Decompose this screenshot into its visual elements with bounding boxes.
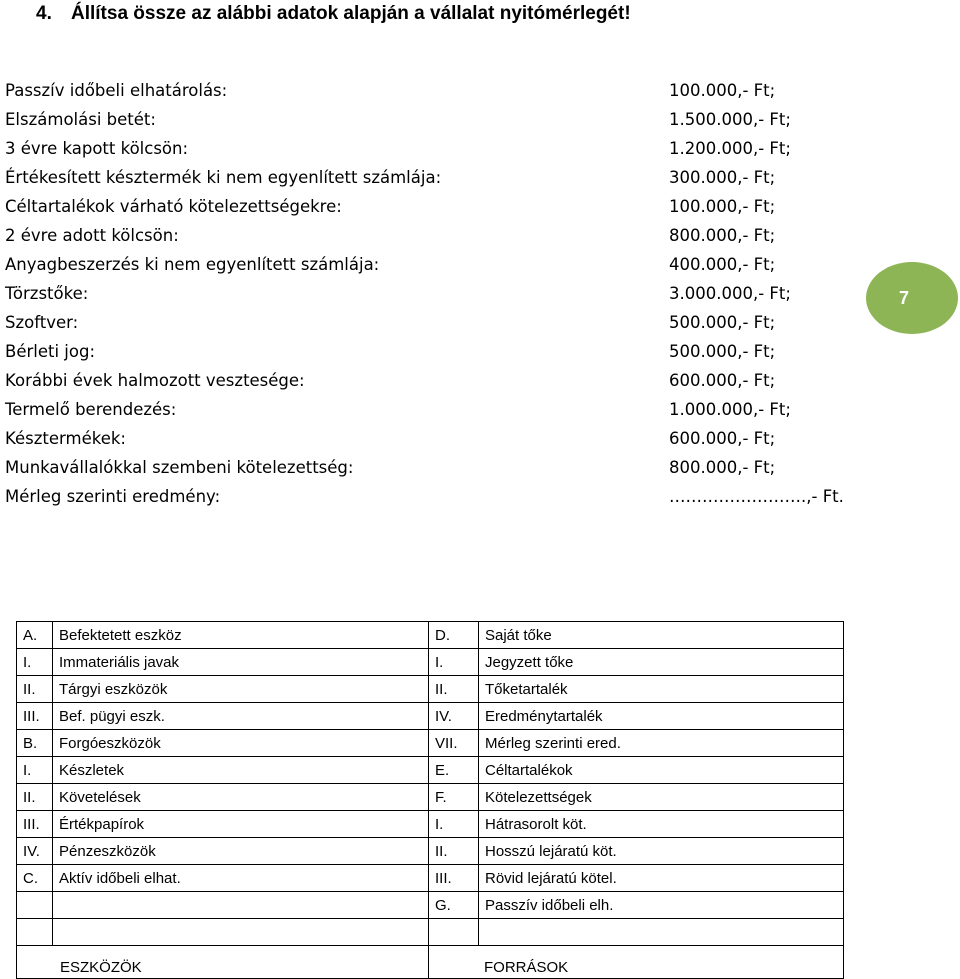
table-row (17, 730, 844, 757)
list-item (0, 308, 860, 337)
asset-code-cell: III. (17, 703, 53, 730)
asset-code-cell: A. (17, 622, 53, 649)
list-item (0, 279, 860, 308)
list-item (0, 250, 860, 279)
asset-name-cell: Forgóeszközök (53, 730, 429, 757)
asset-name-cell (53, 919, 429, 946)
asset-name-cell: Befektetett eszköz (53, 622, 429, 649)
liability-code-cell (429, 919, 479, 946)
liability-code-cell: VII. (429, 730, 479, 757)
item-value: 600.000,- Ft; (669, 371, 776, 390)
liability-code-cell: III. (429, 865, 479, 892)
liability-name-cell: Passzív időbeli elh. (479, 892, 844, 919)
asset-name-cell: Értékpapírok (53, 811, 429, 838)
asset-code-cell: I. (17, 757, 53, 784)
liability-name-cell: Hátrasorolt köt. (479, 811, 844, 838)
item-value: 800.000,- Ft; (669, 226, 776, 245)
item-label: Korábbi évek halmozott vesztesége: (5, 371, 305, 390)
item-label: Bérleti jog: (5, 342, 96, 361)
liabilities-total-label: FORRÁSOK (429, 946, 844, 979)
item-label: Munkavállalókkal szembeni kötelezettség: (5, 458, 354, 477)
asset-code-cell (17, 892, 53, 919)
item-label: Elszámolási betét: (5, 110, 156, 129)
table-row (17, 784, 844, 811)
list-item (0, 105, 860, 134)
liability-name-cell: Rövid lejáratú kötel. (479, 865, 844, 892)
table-row (17, 757, 844, 784)
item-value: 600.000,- Ft; (669, 429, 776, 448)
liability-name-cell: Saját tőke (479, 622, 844, 649)
item-label: Szoftver: (5, 313, 79, 332)
item-label: Törzstőke: (5, 284, 89, 303)
asset-name-cell: Aktív időbeli elhat. (53, 865, 429, 892)
liability-name-cell (479, 919, 844, 946)
item-label: 3 évre kapott kölcsön: (5, 139, 189, 158)
asset-name-cell: Bef. pügyi eszk. (53, 703, 429, 730)
assets-total-label: ESZKÖZÖK (17, 946, 429, 979)
list-item (0, 76, 860, 105)
asset-name-cell (53, 892, 429, 919)
page-number-badge (866, 262, 958, 334)
list-item (0, 482, 860, 511)
liability-code-cell: G. (429, 892, 479, 919)
table-row (17, 703, 844, 730)
asset-name-cell: Tárgyi eszközök (53, 676, 429, 703)
list-item (0, 366, 860, 395)
item-label: Késztermékek: (5, 429, 126, 448)
item-label: 2 évre adott kölcsön: (5, 226, 179, 245)
liability-code-cell: I. (429, 811, 479, 838)
list-item (0, 221, 860, 250)
table-row (17, 811, 844, 838)
list-item (0, 163, 860, 192)
item-value: 1.500.000,- Ft; (669, 110, 791, 129)
balance-sheet-table (16, 621, 844, 979)
liability-code-cell: IV. (429, 703, 479, 730)
liability-name-cell: Kötelezettségek (479, 784, 844, 811)
item-value: 300.000,- Ft; (669, 168, 776, 187)
liability-code-cell: E. (429, 757, 479, 784)
item-label: Céltartalékok várható kötelezettségekre: (5, 197, 342, 216)
asset-code-cell: I. (17, 649, 53, 676)
page-number: 7 (898, 288, 909, 308)
liability-code-cell: II. (429, 838, 479, 865)
table-row (17, 676, 844, 703)
exercise-text: Állítsa össze az alábbi adatok alapján a vállalat nyitómérlegét! (71, 3, 631, 24)
liability-code-cell: F. (429, 784, 479, 811)
item-value: 1.200.000,- Ft; (669, 139, 791, 158)
table-row (17, 919, 844, 946)
item-value: 3.000.000,- Ft; (669, 284, 791, 303)
liability-name-cell: Jegyzett tőke (479, 649, 844, 676)
item-value: 100.000,- Ft; (669, 81, 776, 100)
item-value: …………………….,- Ft. (669, 487, 844, 506)
asset-code-cell: B. (17, 730, 53, 757)
item-value: 500.000,- Ft; (669, 313, 776, 332)
asset-code-cell (17, 919, 53, 946)
liability-name-cell: Eredménytartalék (479, 703, 844, 730)
list-item (0, 192, 860, 221)
item-label: Passzív időbeli elhatárolás: (5, 81, 228, 100)
liability-name-cell: Céltartalékok (479, 757, 844, 784)
item-value: 100.000,- Ft; (669, 197, 776, 216)
exercise-number: 4. (36, 3, 52, 24)
table-footer-row (17, 946, 844, 979)
liability-name-cell: Mérleg szerinti ered. (479, 730, 844, 757)
table-row (17, 649, 844, 676)
table-row (17, 892, 844, 919)
item-label: Anyagbeszerzés ki nem egyenlített számlája: (5, 255, 380, 274)
asset-name-cell: Pénzeszközök (53, 838, 429, 865)
asset-code-cell: II. (17, 784, 53, 811)
item-value: 400.000,- Ft; (669, 255, 776, 274)
asset-code-cell: III. (17, 811, 53, 838)
liability-code-cell: II. (429, 676, 479, 703)
asset-code-cell: II. (17, 676, 53, 703)
list-item (0, 424, 860, 453)
item-list (0, 76, 860, 511)
liability-name-cell: Hosszú lejáratú köt. (479, 838, 844, 865)
item-value: 1.000.000,- Ft; (669, 400, 791, 419)
asset-code-cell: IV. (17, 838, 53, 865)
table-row (17, 838, 844, 865)
liability-name-cell: Tőketartalék (479, 676, 844, 703)
list-item (0, 395, 860, 424)
item-value: 800.000,- Ft; (669, 458, 776, 477)
asset-name-cell: Immateriális javak (53, 649, 429, 676)
item-label: Mérleg szerinti eredmény: (5, 487, 221, 506)
liability-code-cell: I. (429, 649, 479, 676)
item-value: 500.000,- Ft; (669, 342, 776, 361)
list-item (0, 453, 860, 482)
table-row (17, 865, 844, 892)
list-item (0, 134, 860, 163)
item-label: Termelő berendezés: (5, 400, 177, 419)
liability-code-cell: D. (429, 622, 479, 649)
asset-name-cell: Követelések (53, 784, 429, 811)
asset-code-cell: C. (17, 865, 53, 892)
asset-name-cell: Készletek (53, 757, 429, 784)
item-label: Értékesített késztermék ki nem egyenlített számlája: (5, 168, 442, 187)
list-item (0, 337, 860, 366)
exercise-heading (36, 3, 631, 25)
table-row (17, 622, 844, 649)
